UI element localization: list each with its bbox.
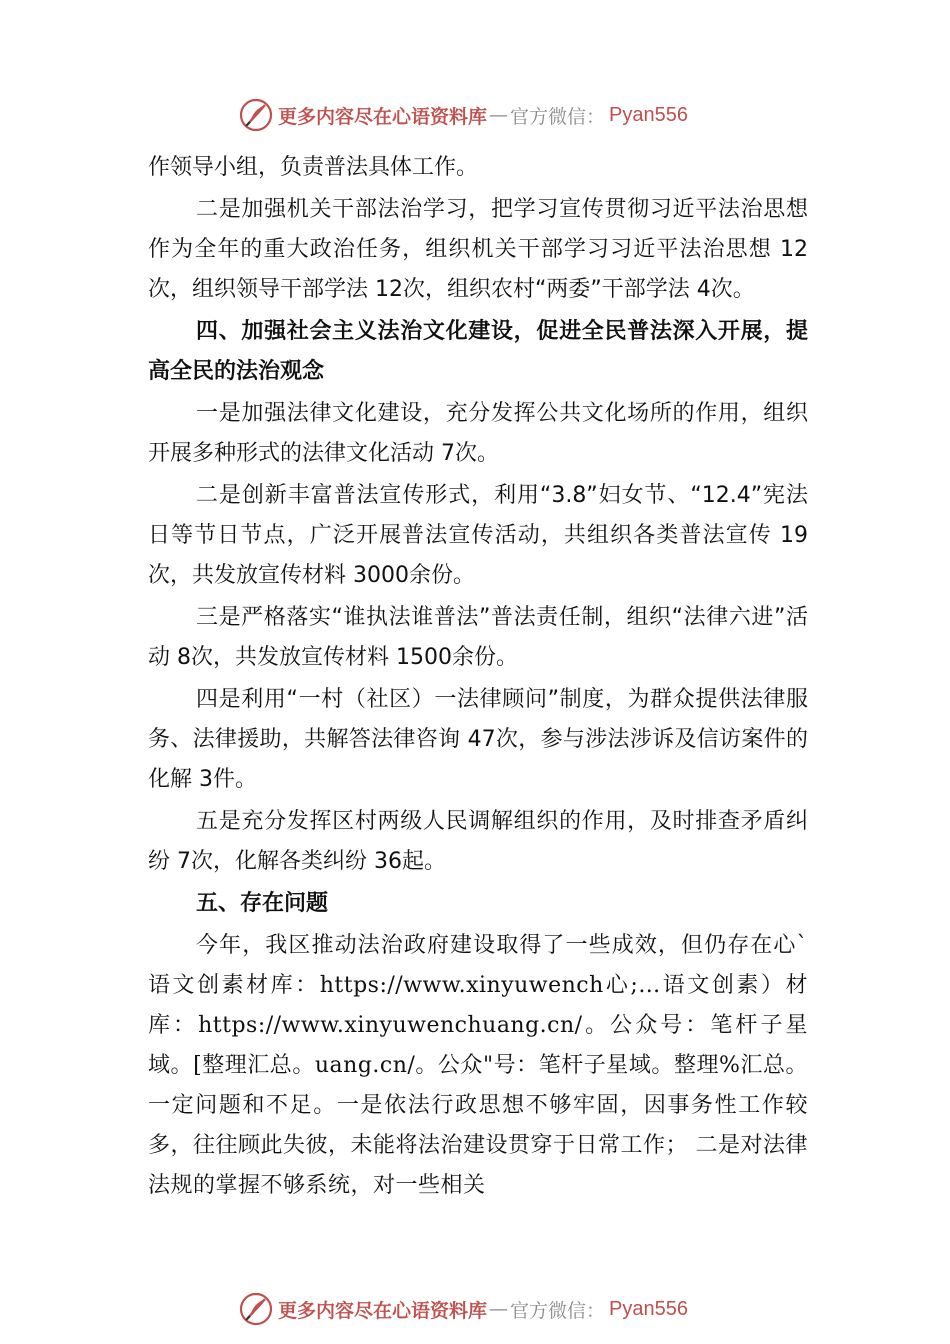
header-watermark	[238, 96, 718, 134]
watermark-wechat-label: 官方微信：	[510, 105, 606, 128]
quill-logo-icon	[238, 1291, 274, 1327]
paragraph-responsibility-system: 三是严格落实“谁执法谁普法”普法责任制，组织“法律六进”活动 8次，共发放宣传材料 1500余份。	[148, 605, 808, 670]
footer-watermark	[238, 1290, 718, 1328]
watermark-wechat-id: Pyan556	[609, 1297, 688, 1320]
watermark-wechat-id: Pyan556	[609, 103, 688, 126]
watermark-main-text: 更多内容尽在心语资料库	[278, 105, 488, 128]
watermark-dash: —	[489, 104, 509, 126]
paragraph-mediation: 五是充分发挥区村两级人民调解组织的作用，及时排查矛盾纠纷 7次，化解各类纠纷 36起。	[148, 809, 808, 874]
watermark-dash: —	[489, 1298, 509, 1320]
paragraph-continuation: 作领导小组，负责普法具体工作。	[148, 155, 479, 180]
quill-logo-icon	[238, 97, 274, 133]
section-heading-five: 五、存在问题	[196, 891, 329, 916]
paragraph-cadre-study: 二是加强机关干部法治学习，把学习宣传贯彻习近平法治思想作为全年的重大政治任务，组织机关干部学习习近平法治思想 12次，组织领导干部学法 12次，组织农村“两委”干部学法 4次。	[148, 197, 808, 302]
paragraph-problems: 今年，我区推动法治政府建设取得了一些成效，但仍存在心`语文创素材库：https://www.xinyuwench心;…语文创素）材库：https://www.xinyuwenchuang.cn/。公众号：笔杆子星域。[整理汇总。uang.cn/。公众"号：笔杆子星域。整理%汇总。一定问题和不足。一是依法行政思想不够牢固，因事务性工作较多，往往顾此失彼，未能将法治建设贯穿于日常工作； 二是对法律法规的掌握不够系统，对一些相关	[148, 933, 808, 1198]
paragraph-legal-culture: 一是加强法律文化建设，充分发挥公共文化场所的作用，组织开展多种形式的法律文化活动 7次。	[148, 401, 808, 466]
paragraph-legal-advisor: 四是利用“一村（社区）一法律顾问”制度，为群众提供法律服务、法律援助，共解答法律咨询 47次，参与涉法涉诉及信访案件的化解 3件。	[148, 687, 808, 792]
document-body	[148, 148, 808, 1206]
section-heading-four: 四、加强社会主义法治文化建设，促进全民普法深入开展，提高全民的法治观念	[148, 319, 808, 384]
watermark-main-text: 更多内容尽在心语资料库	[278, 1299, 488, 1322]
paragraph-publicity-forms: 二是创新丰富普法宣传形式，利用“3.8”妇女节、“12.4”宪法日等节日节点，广泛开展普法宣传活动，共组织各类普法宣传 19次，共发放宣传材料 3000余份。	[148, 483, 808, 588]
watermark-wechat-label: 官方微信：	[510, 1299, 606, 1322]
